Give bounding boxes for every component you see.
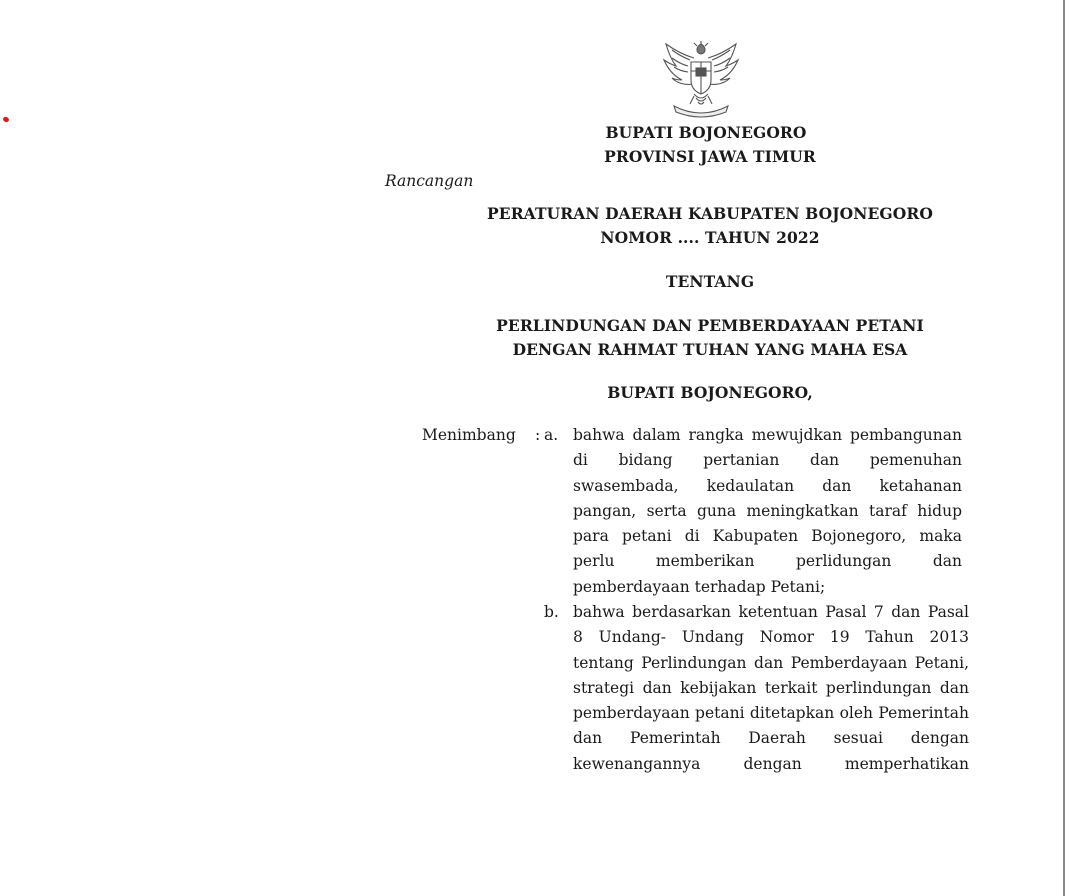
item-b-line: strategi dan kebijakan terkait perlindungan dan [573, 678, 969, 697]
page-right-edge [1063, 0, 1065, 896]
item-a-line: bahwa dalam rangka mewujdkan pembangunan [573, 426, 962, 444]
garuda-emblem-icon [660, 40, 742, 120]
considerations-label: Menimbang [422, 426, 516, 444]
item-b-line: tentang Perlindungan dan Pemberdayaan Petani, [573, 653, 969, 672]
item-b-line: dan Pemerintah Daerah sesuai dengan [573, 729, 969, 748]
red-ink-mark [2, 116, 10, 123]
regulation-title: PERATURAN DAERAH KABUPATEN BOJONEGORO [487, 204, 933, 223]
province-heading: PROVINSI JAWA TIMUR [604, 147, 816, 166]
item-b-text [573, 600, 969, 777]
subject-line-1: PERLINDUNGAN DAN PEMBERDAYAAN PETANI [496, 316, 924, 335]
regulation-number: NOMOR .... TAHUN 2022 [600, 228, 820, 247]
item-a-line: pemberdayaan terhadap Petani; [573, 577, 826, 596]
item-b-marker: b. [544, 603, 559, 621]
item-a-line: swasembada, kedaulatan dan ketahanan [573, 476, 962, 495]
signatory-heading: BUPATI BOJONEGORO, [607, 383, 813, 402]
regent-heading: BUPATI BOJONEGORO [605, 123, 807, 142]
considerations-colon: : [535, 426, 541, 444]
item-a-text [573, 423, 962, 600]
item-a-line: di bidang pertanian dan pemenuhan [573, 451, 962, 470]
subject-line-2: DENGAN RAHMAT TUHAN YANG MAHA ESA [512, 340, 908, 359]
item-a-marker: a. [544, 426, 559, 444]
item-b-line: bahwa berdasarkan ketentuan Pasal 7 dan Pasal [573, 603, 969, 621]
item-b-line: 8 Undang- Undang Nomor 19 Tahun 2013 [573, 628, 969, 647]
item-a-line: pangan, serta guna meningkatkan taraf hidup [573, 501, 962, 520]
item-a-line: para petani di Kabupaten Bojonegoro, maka [573, 527, 962, 546]
draft-label: Rancangan [385, 172, 474, 190]
item-b-line: kewenangannya dengan memperhatikan [573, 754, 969, 773]
about-heading: TENTANG [665, 272, 755, 291]
item-b-line: pemberdayaan petani ditetapkan oleh Pemerintah [573, 704, 969, 723]
item-a-line: perlu memberikan perlidungan dan [573, 552, 962, 571]
